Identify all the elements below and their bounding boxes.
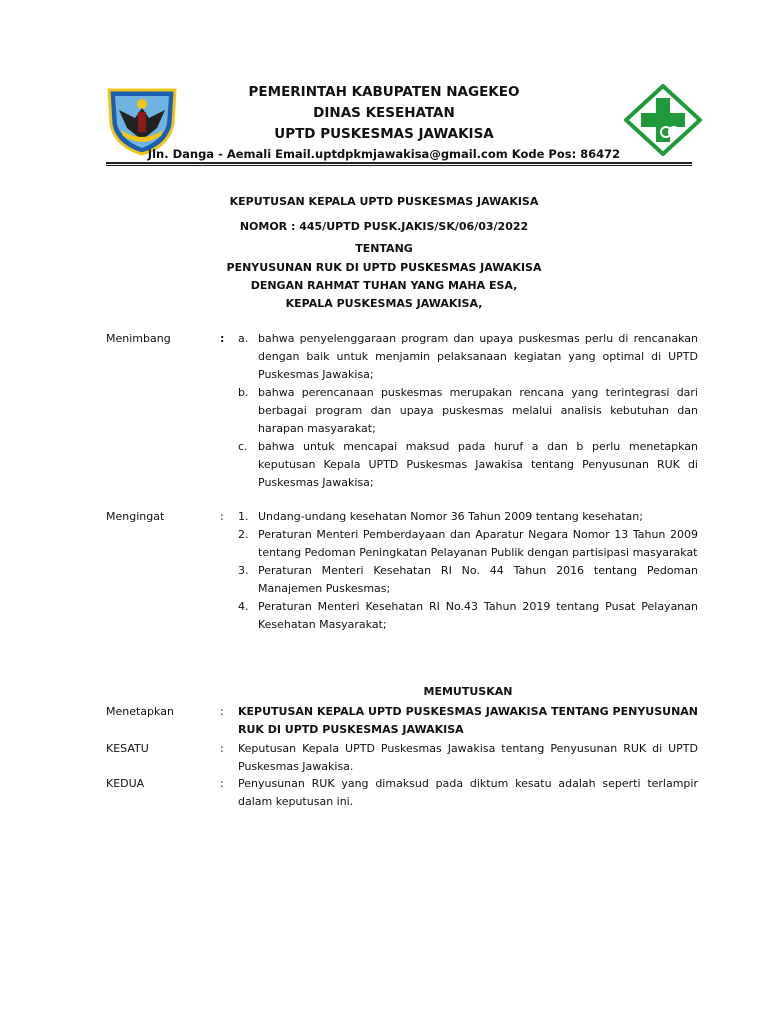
decree-subject: PENYUSUNAN RUK DI UPTD PUSKESMAS JAWAKISA <box>226 261 542 274</box>
decree-about: TENTANG <box>355 242 413 255</box>
menimbang-item: b. bahwa perencanaan puskesmas merupakan rencana yang terintegrasi dari berbagai program dan upaya puskesmas melalui analisis kebutuhan dan harapan masyarakat; <box>238 386 698 435</box>
header-government: PEMERINTAH KABUPATEN NAGEKEO <box>248 84 520 100</box>
puskesmas-logo <box>624 84 702 156</box>
kesatu-colon: : <box>220 742 224 755</box>
section-kesatu <box>106 740 698 780</box>
menetapkan-text: KEPUTUSAN KEPALA UPTD PUSKESMAS JAWAKISA TENTANG PENYUSUNAN RUK DI UPTD PUSKESMAS JAWAKISA <box>238 705 698 736</box>
header-address: Jln. Danga - Aemali Email.uptdpkmjawakisa@gmail.com Kode Pos: 86472 <box>147 147 621 161</box>
mengingat-item: 2. Peraturan Menteri Pemberdayaan dan Aparatur Negara Nomor 13 Tahun 2009 tentang Pedoman Peningkatan Pelayanan Publik dengan partisipasi masyarakat <box>238 528 698 559</box>
mengingat-colon: : <box>220 510 224 523</box>
memutuskan-heading: MEMUTUSKAN <box>423 685 513 698</box>
decree-grace: DENGAN RAHMAT TUHAN YANG MAHA ESA, <box>250 279 518 292</box>
section-menetapkan <box>106 703 698 743</box>
section-menimbang <box>106 330 698 490</box>
menimbang-item: a. bahwa penyelenggaraan program dan upaya puskesmas perlu di rencanakan dengan baik untuk menjamin pelaksanaan kegiatan yang optimal di UPTD Puskesmas Jawakisa; <box>238 332 698 381</box>
kedua-label: KEDUA <box>106 777 145 790</box>
mengingat-item: 3. Peraturan Menteri Kesehatan RI No. 44 Tahun 2016 tentang Pedoman Manajemen Puskesmas; <box>238 564 698 595</box>
header-institution: UPTD PUSKESMAS JAWAKISA <box>274 126 494 142</box>
kesatu-label: KESATU <box>106 742 149 755</box>
decree-title: KEPUTUSAN KEPALA UPTD PUSKESMAS JAWAKISA <box>229 195 539 208</box>
header-department: DINAS KESEHATAN <box>313 105 455 121</box>
menimbang-colon: : <box>220 332 225 345</box>
section-mengingat <box>106 508 698 668</box>
header-divider-thin <box>106 165 692 166</box>
menetapkan-label: Menetapkan <box>106 705 174 718</box>
mengingat-item: 1. Undang-undang kesehatan Nomor 36 Tahun 2009 tentang kesehatan; <box>238 510 643 523</box>
kesatu-text: Keputusan Kepala UPTD Puskesmas Jawakisa tentang Penyusunan RUK di UPTD Puskesmas Jawakisa. <box>238 742 698 773</box>
decree-head: KEPALA PUSKESMAS JAWAKISA, <box>285 297 483 310</box>
menimbang-item: c. bahwa untuk mencapai maksud pada huruf a dan b perlu menetapkan keputusan Kepala UPTD Puskesmas Jawakisa tentang Penyusunan RUK di Puskesmas Jawakisa; <box>238 440 698 489</box>
header-divider-thick <box>106 162 692 164</box>
section-kedua <box>106 775 698 815</box>
mengingat-label: Mengingat <box>106 510 165 523</box>
menimbang-label: Menimbang <box>106 332 171 345</box>
kedua-text: Penyusunan RUK yang dimaksud pada diktum kesatu adalah seperti terlampir dalam keputusan ini. <box>238 777 698 808</box>
mengingat-item: 4. Peraturan Menteri Kesehatan RI No.43 Tahun 2019 tentang Pusat Pelayanan Kesehatan Masyarakat; <box>238 600 698 631</box>
menetapkan-colon: : <box>220 705 224 718</box>
kedua-colon: : <box>220 777 224 790</box>
decree-number: NOMOR : 445/UPTD PUSK.JAKIS/SK/06/03/2022 <box>239 220 529 233</box>
